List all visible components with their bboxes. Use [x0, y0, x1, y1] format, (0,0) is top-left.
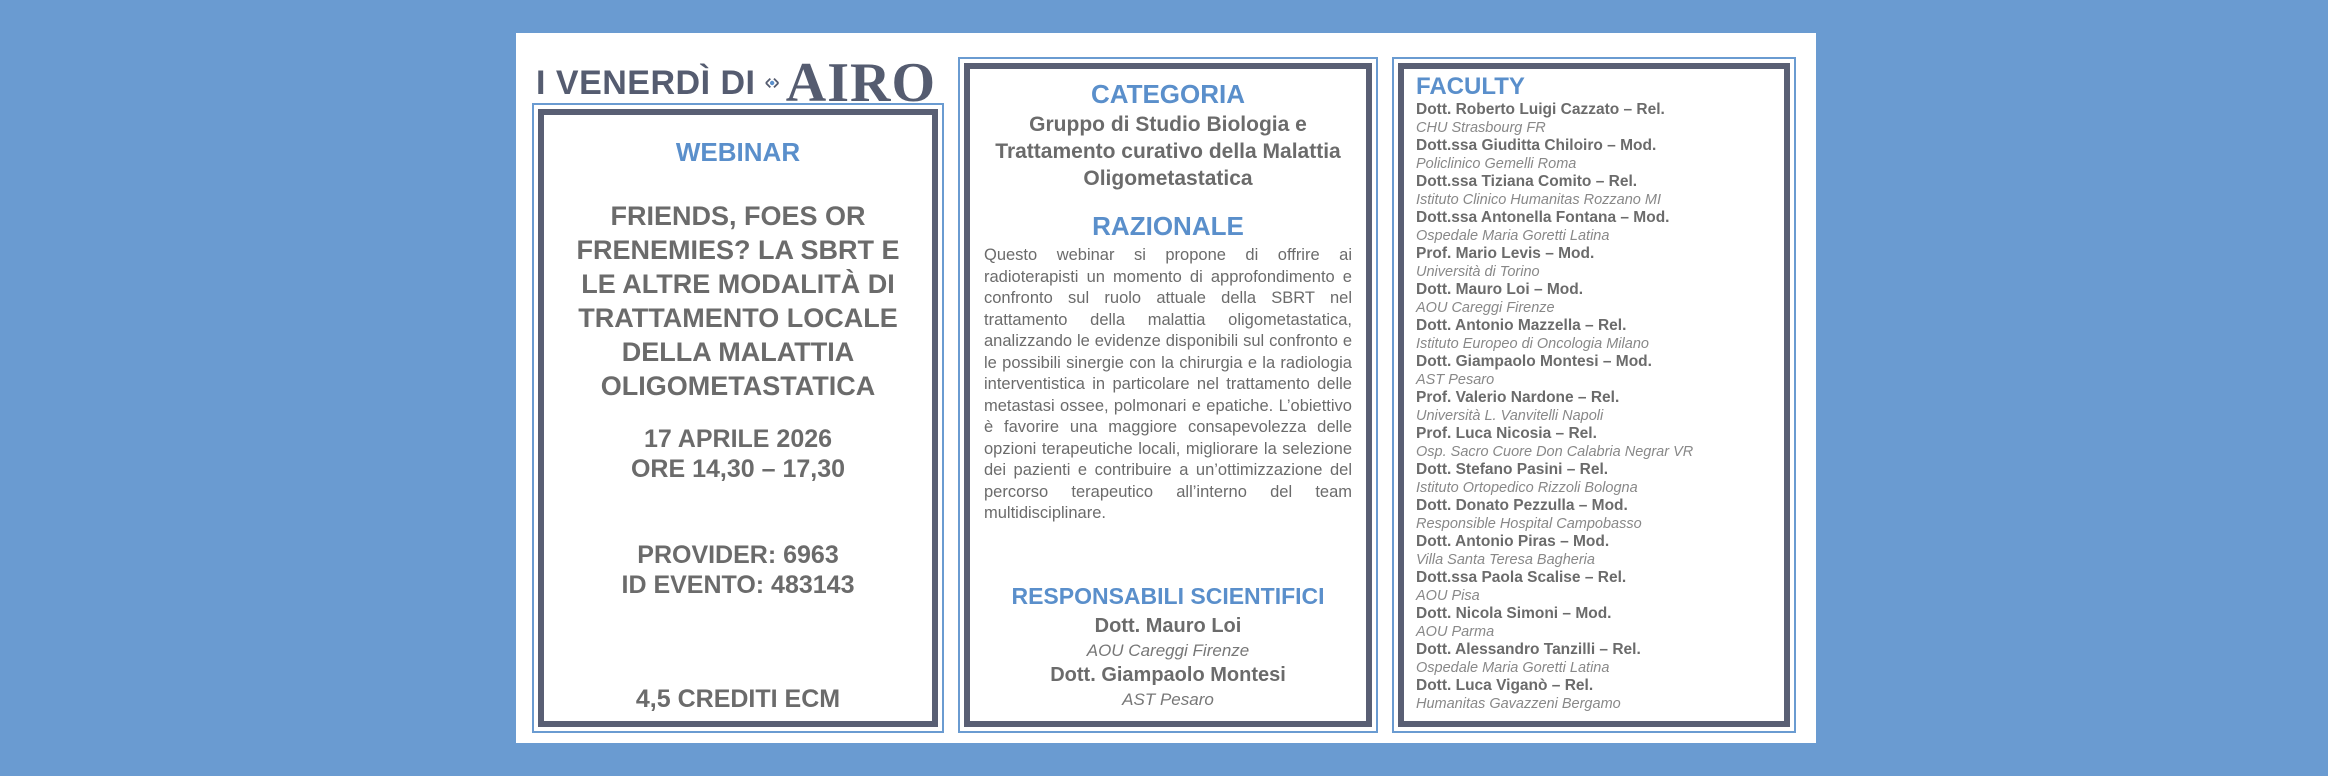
- faculty-member-affiliation: Istituto Europeo di Oncologia Milano: [1416, 336, 1649, 352]
- responsabile-affiliation: AST Pesaro: [1122, 690, 1214, 709]
- faculty-member-affiliation: Humanitas Gavazzeni Bergamo: [1416, 696, 1621, 712]
- responsabile-name: Dott. Mauro Loi: [1094, 615, 1242, 637]
- flyer-sheet: [516, 33, 1816, 743]
- info-panel: [958, 57, 1378, 733]
- faculty-member-affiliation: Istituto Clinico Humanitas Rozzano MI: [1416, 192, 1661, 208]
- airo-diamond-logo-icon: [763, 58, 781, 108]
- faculty-member-affiliation: Villa Santa Teresa Bagheria: [1416, 552, 1595, 568]
- faculty-member-name: Dott. Mauro Loi – Mod.: [1416, 281, 1584, 298]
- faculty-member-name: Dott.ssa Antonella Fontana – Mod.: [1416, 209, 1670, 226]
- responsabile-name: Dott. Giampaolo Montesi: [1050, 664, 1286, 686]
- faculty-member-affiliation: AOU Pisa: [1416, 588, 1480, 604]
- provider-id: PROVIDER: 6963: [637, 541, 839, 569]
- faculty-member-name: Dott.ssa Paola Scalise – Rel.: [1416, 569, 1627, 586]
- categoria-text: Gruppo di Studio Biologia e Trattamento curativo della Malattia Oligometastatica: [995, 113, 1341, 190]
- event-date: 17 APRILE 2026: [643, 425, 833, 453]
- faculty-member-name: Dott. Antonio Mazzella – Rel.: [1416, 317, 1627, 334]
- faculty-member-name: Dott. Giampaolo Montesi – Mod.: [1416, 353, 1652, 370]
- faculty-member-affiliation: Osp. Sacro Cuore Don Calabria Negrar VR: [1416, 444, 1694, 460]
- logo-word: AIRO: [785, 52, 936, 114]
- faculty-member-name: Dott. Alessandro Tanzilli – Rel.: [1416, 641, 1641, 658]
- faculty-panel: [1392, 57, 1796, 733]
- responsabili-list: [970, 614, 1366, 712]
- faculty-member-affiliation: Ospedale Maria Goretti Latina: [1416, 660, 1610, 676]
- responsabile-affiliation: AOU Careggi Firenze: [1086, 641, 1250, 660]
- faculty-member-name: Dott. Donato Pezzulla – Mod.: [1416, 497, 1628, 514]
- razionale-label: RAZIONALE: [1092, 211, 1244, 241]
- event-time: ORE 14,30 – 17,30: [630, 455, 846, 483]
- categoria-label: CATEGORIA: [1090, 79, 1246, 109]
- faculty-member-name: Dott. Nicola Simoni – Mod.: [1416, 605, 1612, 622]
- webinar-panel: [532, 103, 944, 733]
- faculty-list: [1416, 101, 1776, 713]
- faculty-member-affiliation: Policlinico Gemelli Roma: [1416, 156, 1577, 172]
- faculty-member-name: Dott. Stefano Pasini – Rel.: [1416, 461, 1609, 478]
- webinar-label: WEBINAR: [675, 137, 801, 167]
- event-id: ID EVENTO: 483143: [621, 571, 855, 599]
- faculty-member-name: Dott. Antonio Piras – Mod.: [1416, 533, 1610, 550]
- faculty-member-name: Prof. Luca Nicosia – Rel.: [1416, 425, 1597, 442]
- faculty-member-name: Dott.ssa Tiziana Comito – Rel.: [1416, 173, 1638, 190]
- logo-prefix: I VENERDÌ DI: [536, 63, 756, 102]
- faculty-member-name: Dott. Roberto Luigi Cazzato – Rel.: [1416, 101, 1665, 118]
- webinar-title: FRIENDS, FOES OR FRENEMIES? LA SBRT E LE ALTRE MODALITÀ DI TRATTAMENTO LOCALE DELLA MALATTIA OLIGOMETASTATICA: [576, 201, 900, 401]
- faculty-member-affiliation: Responsible Hospital Campobasso: [1416, 516, 1642, 532]
- razionale-text: Questo webinar si propone di offrire ai radioterapisti un momento di approfondimento e confronto sul ruolo attuale della SBRT nel trattamento della malattia oligometastatica, analizzando le evidenze disponibili sul confronto e le possibili sinergie con la chirurgia e la radiologia interventistica in particolare nel trattamento delle metastasi ossee, polmonari e epatiche. L’obiettivo è favorire una maggiore consapevolezza delle opzioni terapeutiche locali, migliorare la selezione dei pazienti e contribuire a un’ottimizzazione del percorso terapeutico all’interno del team multidisciplinare.: [984, 246, 1352, 522]
- faculty-member-affiliation: CHU Strasbourg FR: [1416, 120, 1546, 136]
- faculty-member-affiliation: AOU Parma: [1416, 624, 1495, 640]
- faculty-member-name: Prof. Valerio Nardone – Rel.: [1416, 389, 1620, 406]
- faculty-member-affiliation: Università L. Vanvitelli Napoli: [1416, 408, 1604, 424]
- faculty-member-affiliation: Istituto Ortopedico Rizzoli Bologna: [1416, 480, 1638, 496]
- faculty-member-affiliation: Ospedale Maria Goretti Latina: [1416, 228, 1610, 244]
- faculty-member-affiliation: Università di Torino: [1416, 264, 1540, 280]
- responsabili-label: RESPONSABILI SCIENTIFICI: [1011, 583, 1325, 609]
- faculty-member-name: Prof. Mario Levis – Mod.: [1416, 245, 1595, 262]
- faculty-label: FACULTY: [1416, 73, 1525, 100]
- faculty-member-affiliation: AOU Careggi Firenze: [1416, 300, 1555, 316]
- faculty-member-name: Dott.ssa Giuditta Chiloiro – Mod.: [1416, 137, 1657, 154]
- faculty-member-name: Dott. Luca Viganò – Rel.: [1416, 677, 1594, 694]
- ecm-credits: 4,5 CREDITI ECM: [635, 685, 841, 713]
- faculty-member-affiliation: AST Pesaro: [1416, 372, 1495, 388]
